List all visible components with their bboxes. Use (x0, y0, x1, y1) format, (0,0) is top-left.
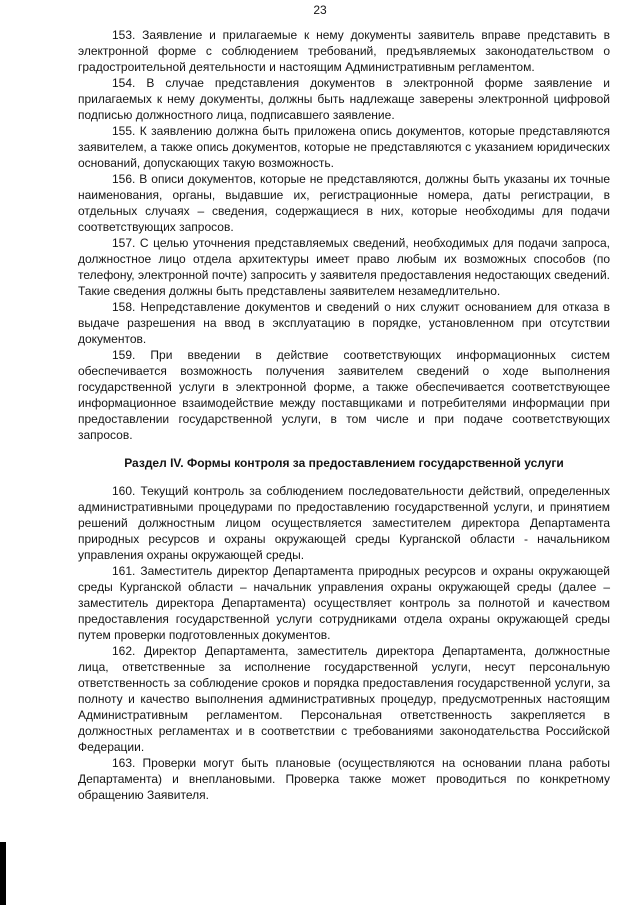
section-heading: Раздел IV. Формы контроля за предоставлением государственной услуги (124, 456, 564, 470)
paragraph-153: 153. Заявление и прилагаемые к нему документы заявитель вправе представить в электронной форме с соблюдением требований, предъявляемых законодательством о градостроительной деятельности и настоящим Административным регламентом. (78, 28, 610, 74)
section-gap (78, 443, 610, 455)
page-number: 23 (313, 3, 327, 17)
paragraph-163: 163. Проверки могут быть плановые (осуществляются на основании плана работы Департамента) и внеплановыми. Проверка также может проводиться по конкретному обращению Заявителя. (78, 756, 610, 802)
section-gap (78, 471, 610, 483)
paragraph-156: 156. В описи документов, которые не представляются, должны быть указаны их точные наименования, органы, выдавшие их, регистрационные номера, даты регистрации, в отдельных случаях – сведения, содержащиеся в них, которые необходимы для подачи соответствующих запросов. (78, 172, 610, 234)
paragraph-157: 157. С целью уточнения представляемых сведений, необходимых для подачи запроса, должностное лицо отдела архитектуры имеет право любым их возможных способов (по телефону, электронной почте) запросить у заявителя предоставления недостающих сведений. Такие сведения должны быть представлены заявителем незамедлительно. (78, 236, 610, 298)
paragraph-158: 158. Непредставление документов и сведений о них служит основанием для отказа в выдаче разрешения на ввод в эксплуатацию в порядке, установленном при отсутствии документов. (78, 300, 610, 346)
paragraph-154: 154. В случае представления документов в электронной форме заявление и прилагаемых к нему документы, должны быть надлежаще заверены электронной цифровой подписью должностного лица, подписавшего заявление. (78, 76, 610, 122)
paragraph-155: 155. К заявлению должна быть приложена опись документов, которые представляются заявителем, а также опись документов, которые не представляются с указанием юридических оснований, допускающих такую возможность. (78, 124, 610, 170)
paragraph-159: 159. При введении в действие соответствующих информационных систем обеспечивается возможность получения заявителем сведений о ходе выполнения государственной услуги в электронной форме, а также обеспечивается соответствующее информационное взаимодействие между поставщиками и потребителями информации при предоставлении государственной услуги, в том числе и при подаче соответствующих запросов. (78, 348, 610, 442)
paragraph-160: 160. Текущий контроль за соблюдением последовательности действий, определенных административными процедурами по предоставлению государственной услуги, и принятием решений должностным лицом осуществляется заместителем директора Департамента природных ресурсов и охраны окружающей среды Курганской области - начальником управления охраны окружающей среды. (78, 484, 610, 562)
paragraph-161: 161. Заместитель директор Департамента природных ресурсов и охраны окружающей среды Курганской области – начальник управления охраны окружающей среды (далее – заместитель директора Департамента) осуществляет контроль за полнотой и качеством предоставления государственной услуги сотрудниками отдела охраны окружающей среды путем проверки подготовленных документов. (78, 564, 610, 642)
paragraph-162: 162. Директор Департамента, заместитель директора Департамента, должностные лица, ответственные за исполнение государственной услуги, несут персональную ответственность за соблюдение сроков и порядка предоставления государственной услуги, за полноту и качество выполнения административных процедур, предусмотренных настоящим Административным регламентом. Персональная ответственность закрепляется в должностных регламентах и в соответствии с требованиями законодательства Российской Федерации. (78, 644, 610, 754)
scan-edge-shadow (0, 842, 6, 905)
document-body (78, 27, 610, 803)
